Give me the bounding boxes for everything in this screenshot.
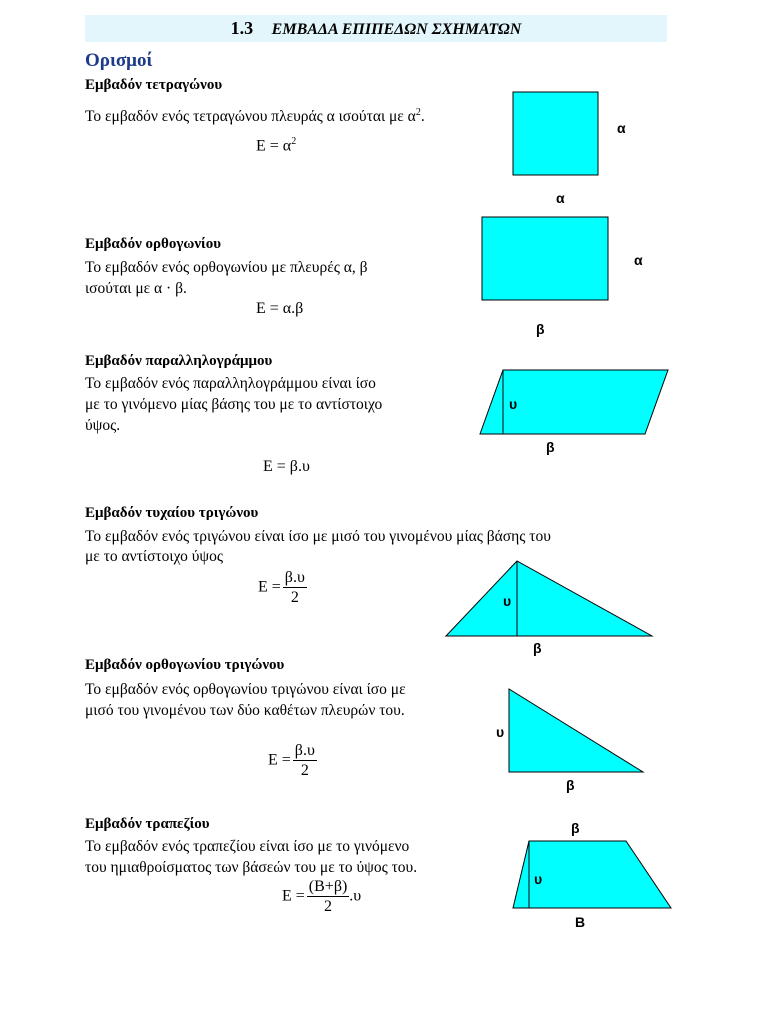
- trapezoid-height-label: υ: [534, 871, 543, 887]
- right-triangle-text-line1: Το εμβαδόν ενός ορθογωνίου τριγώνου είναι ίσο με: [85, 681, 406, 698]
- parallelogram-text-line1: Το εμβαδόν ενός παραλληλογράμμου είναι ίσο: [85, 375, 376, 392]
- square-side-label: α: [617, 120, 626, 136]
- rectangle-formula: Ε = α.β: [256, 300, 304, 317]
- parallelogram-text-line3: ύψος.: [85, 417, 121, 434]
- square-formula: $E = \alpha^2$: [256, 136, 297, 155]
- triangle-text-line2: με το αντίστοιχο ύψος: [85, 548, 224, 565]
- triangle-formula: Ε = $\frac{\beta.\upsilon}{2}$: [258, 569, 305, 606]
- page-title: ΕΜΒΑΔΑ ΕΠΙΠΕΔΩΝ ΣΧΗΜΑΤΩΝ: [271, 21, 522, 38]
- parallelogram-text-line2: με το γινόμενο μίας βάσης του με το αντίστοιχο: [85, 396, 383, 413]
- trapezoid-top-label: β: [571, 820, 580, 836]
- square-heading: Εμβαδόν τετραγώνου: [85, 77, 223, 93]
- rectangle-side-label: α: [634, 252, 643, 268]
- rectangle-text-line2: ισούται με α · β.: [85, 280, 187, 297]
- triangle-height-label: υ: [503, 593, 512, 609]
- rectangle-bottom-label: β: [536, 321, 545, 337]
- right-triangle-text-line2: μισό του γινομένου των δύο καθέτων πλευρών του.: [85, 702, 405, 719]
- right-triangle-formula: Ε = $\frac{\beta.\upsilon}{2}$: [268, 742, 315, 779]
- trapezoid-bottom-label: Β: [575, 914, 586, 930]
- parallelogram-formula: Ε = β.υ: [263, 458, 310, 475]
- rectangle-heading: Εμβαδόν ορθογωνίου: [85, 236, 221, 252]
- right-triangle-base-label: β: [566, 777, 575, 793]
- parallelogram-base-label: β: [546, 439, 555, 455]
- right-triangle-shape: [509, 689, 643, 772]
- rectangle-shape: [482, 217, 608, 300]
- trapezoid-heading: Εμβαδόν τραπεζίου: [85, 816, 210, 832]
- section-number: 1.3: [230, 18, 254, 38]
- square-shape: [513, 92, 598, 175]
- triangle-heading: Εμβαδόν τυχαίου τριγώνου: [85, 505, 259, 521]
- trapezoid-text-line1: Το εμβαδόν ενός τραπεζίου είναι ίσο με το γινόμενο: [85, 838, 410, 855]
- trapezoid-text-line2: του ημιαθροίσματος των βάσεών του με το ύψος του.: [85, 859, 418, 876]
- square-text: Το εμβαδόν ενός τετραγώνου πλευράς α ισούται με $\alpha^2$.: [85, 107, 425, 126]
- triangle-shape: [446, 561, 652, 636]
- triangle-base-label: β: [533, 640, 542, 656]
- parallelogram-heading: Εμβαδόν παραλληλογράμμου: [85, 353, 273, 369]
- triangle-text-line1: Το εμβαδόν ενός τριγώνου είναι ίσο με μισό του γινομένου μίας βάσης του: [85, 528, 551, 545]
- rectangle-text-line1: Το εμβαδόν ενός ορθογωνίου με πλευρές α, β: [85, 259, 368, 276]
- section-title: Ορισμοί: [85, 50, 153, 71]
- right-triangle-height-label: υ: [496, 724, 505, 740]
- trapezoid-formula: Ε = $\frac{(B+\beta)}{2}$ .υ: [282, 878, 362, 915]
- parallelogram-height-label: υ: [509, 396, 518, 412]
- square-bottom-label: α: [556, 190, 565, 206]
- right-triangle-heading: Εμβαδόν ορθογωνίου τριγώνου: [85, 657, 285, 673]
